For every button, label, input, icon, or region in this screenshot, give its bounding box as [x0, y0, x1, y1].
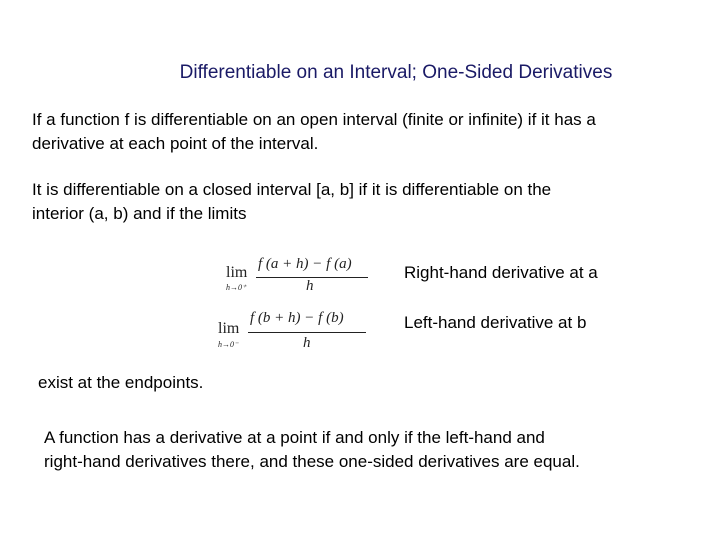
- open-interval-paragraph: [32, 108, 596, 156]
- fraction-bar: [248, 332, 366, 333]
- limit-operator: lim: [218, 320, 240, 337]
- limit-subscript: h→0⁺: [226, 283, 247, 292]
- right-hand-limit-formula: [226, 256, 376, 296]
- right-hand-derivative-label: Right-hand derivative at a: [404, 263, 598, 282]
- left-hand-derivative-label: Left-hand derivative at b: [404, 313, 587, 332]
- left-hand-limit-formula: [218, 309, 376, 355]
- paragraph-line: derivative at each point of the interval.: [32, 134, 319, 153]
- formula-numerator: f (a + h) − f (a): [258, 256, 352, 272]
- slide-title: Differentiable on an Interval; One-Sided Derivatives: [179, 62, 613, 83]
- limit-operator: lim: [226, 264, 248, 281]
- equality-paragraph: [44, 426, 580, 474]
- formula-numerator: f (b + h) − f (b): [250, 310, 344, 326]
- paragraph-line: A function has a derivative at a point if and only if the left-hand and: [44, 428, 545, 447]
- formula-denominator: h: [303, 335, 311, 351]
- formula-denominator: h: [306, 278, 314, 294]
- endpoints-paragraph: exist at the endpoints.: [38, 373, 204, 392]
- paragraph-line: If a function f is differentiable on an open interval (finite or infinite) if it has a: [32, 110, 596, 129]
- paragraph-line: right-hand derivatives there, and these one-sided derivatives are equal.: [44, 452, 580, 471]
- paragraph-line: It is differentiable on a closed interval [a, b] if it is differentiable on the: [32, 180, 552, 199]
- closed-interval-paragraph: [32, 178, 551, 226]
- limit-subscript: h→0⁻: [218, 340, 239, 349]
- paragraph-line: interior (a, b) and if the limits: [32, 204, 247, 223]
